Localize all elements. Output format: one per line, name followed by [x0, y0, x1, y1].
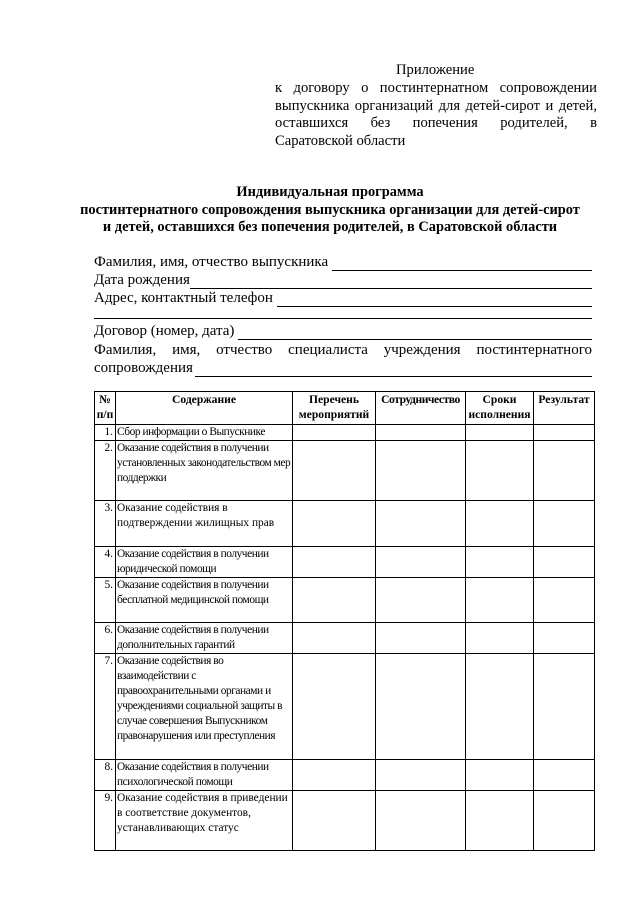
- address-blank[interactable]: [277, 293, 592, 307]
- program-title: Индивидуальная программа: [236, 184, 424, 200]
- birth-date-field[interactable]: [94, 271, 592, 289]
- cooperation-cell[interactable]: [376, 791, 466, 851]
- cooperation-cell[interactable]: [376, 425, 466, 441]
- row-content: Оказание содействия во взаимодействии с правоохранительными органами и учреждениями социальной защиты в случае совершения Выпускником правонарушения или преступления: [116, 654, 293, 760]
- table-row: [95, 501, 595, 547]
- result-cell[interactable]: [534, 441, 595, 501]
- row-content: Оказание содействия в приведении в соответствие документов, устанавливающих статус: [116, 791, 293, 851]
- row-number: 7.: [95, 654, 116, 760]
- col-content-header: Содержание: [116, 392, 293, 425]
- row-number: 5.: [95, 578, 116, 623]
- program-table: [94, 391, 595, 851]
- activities-cell[interactable]: [293, 760, 376, 791]
- table-row: [95, 791, 595, 851]
- deadlines-cell[interactable]: [466, 441, 534, 501]
- activities-cell[interactable]: [293, 425, 376, 441]
- contract-blank[interactable]: [238, 326, 592, 340]
- birth-date-blank[interactable]: [190, 275, 592, 289]
- cooperation-cell[interactable]: [376, 578, 466, 623]
- activities-cell[interactable]: [293, 578, 376, 623]
- activities-cell[interactable]: [293, 791, 376, 851]
- appendix-title: Приложение: [396, 62, 475, 78]
- row-content: Оказание содействия в получении бесплатной медицинской помощи: [116, 578, 293, 623]
- full-name-label: Фамилия, имя, отчество выпускника: [94, 254, 329, 270]
- deadlines-cell[interactable]: [466, 654, 534, 760]
- result-cell[interactable]: [534, 547, 595, 578]
- full-name-field[interactable]: [94, 253, 592, 271]
- activities-cell[interactable]: [293, 441, 376, 501]
- address-field[interactable]: [94, 289, 592, 307]
- row-content: Оказание содействия в получении юридической помощи: [116, 547, 293, 578]
- col-cooperation-header: Сотрудничество: [376, 392, 466, 425]
- program-subtitle-line2: и детей, оставшихся без попечения родителей, в Саратовской области: [102, 219, 558, 235]
- appendix-text: к договору о постинтернатном сопровождении выпускника организаций для детей-сирот и детей, оставшихся без попечения родителей, в Саратовской области: [275, 80, 597, 149]
- specialist-label: Фамилия, имя, отчество специалиста учреждения постинтернатного: [94, 342, 592, 358]
- row-number: 8.: [95, 760, 116, 791]
- col-num-header: № п/п: [95, 392, 116, 425]
- cooperation-cell[interactable]: [376, 623, 466, 654]
- table-row: [95, 578, 595, 623]
- table-row: [95, 547, 595, 578]
- row-content: Сбор информации о Выпускнике: [116, 425, 293, 441]
- cooperation-cell[interactable]: [376, 654, 466, 760]
- row-number: 2.: [95, 441, 116, 501]
- row-content: Оказание содействия в получении психологической помощи: [116, 760, 293, 791]
- full-name-blank[interactable]: [332, 257, 592, 271]
- activities-cell[interactable]: [293, 623, 376, 654]
- result-cell[interactable]: [534, 654, 595, 760]
- cooperation-cell[interactable]: [376, 501, 466, 547]
- contract-field[interactable]: [94, 322, 592, 340]
- cooperation-cell[interactable]: [376, 441, 466, 501]
- row-number: 9.: [95, 791, 116, 851]
- row-content: Оказание содействия в получении дополнительных гарантий: [116, 623, 293, 654]
- table-header-row: [95, 392, 595, 425]
- row-content: Оказание содействия в получении установленных законодательством мер поддержки: [116, 441, 293, 501]
- table-row: [95, 623, 595, 654]
- col-deadlines-header: Сроки исполнения: [466, 392, 534, 425]
- specialist-blank[interactable]: [195, 363, 592, 377]
- col-result-header: Результат: [534, 392, 595, 425]
- birth-date-label: Дата рождения: [94, 272, 190, 288]
- deadlines-cell[interactable]: [466, 425, 534, 441]
- deadlines-cell[interactable]: [466, 623, 534, 654]
- deadlines-cell[interactable]: [466, 547, 534, 578]
- result-cell[interactable]: [534, 760, 595, 791]
- row-number: 6.: [95, 623, 116, 654]
- deadlines-cell[interactable]: [466, 501, 534, 547]
- table-row: [95, 425, 595, 441]
- table-row: [95, 441, 595, 501]
- address-extra-blank[interactable]: [94, 318, 592, 319]
- row-content: Оказание содействия в подтверждении жилищных прав: [116, 501, 293, 547]
- result-cell[interactable]: [534, 425, 595, 441]
- row-number: 4.: [95, 547, 116, 578]
- row-number: 1.: [95, 425, 116, 441]
- contract-label: Договор (номер, дата): [94, 323, 235, 339]
- address-label: Адрес, контактный телефон: [94, 290, 273, 306]
- col-activities-header: Перечень мероприятий: [293, 392, 376, 425]
- activities-cell[interactable]: [293, 654, 376, 760]
- specialist-field[interactable]: [94, 359, 592, 377]
- activities-cell[interactable]: [293, 501, 376, 547]
- result-cell[interactable]: [534, 578, 595, 623]
- specialist-label-cont: сопровождения: [94, 360, 193, 376]
- result-cell[interactable]: [534, 501, 595, 547]
- program-subtitle-line1: постинтернатного сопровождения выпускника организации для детей-сирот: [80, 202, 580, 218]
- result-cell[interactable]: [534, 791, 595, 851]
- table-row: [95, 760, 595, 791]
- deadlines-cell[interactable]: [466, 791, 534, 851]
- result-cell[interactable]: [534, 623, 595, 654]
- cooperation-cell[interactable]: [376, 760, 466, 791]
- deadlines-cell[interactable]: [466, 578, 534, 623]
- activities-cell[interactable]: [293, 547, 376, 578]
- deadlines-cell[interactable]: [466, 760, 534, 791]
- row-number: 3.: [95, 501, 116, 547]
- cooperation-cell[interactable]: [376, 547, 466, 578]
- table-row: [95, 654, 595, 760]
